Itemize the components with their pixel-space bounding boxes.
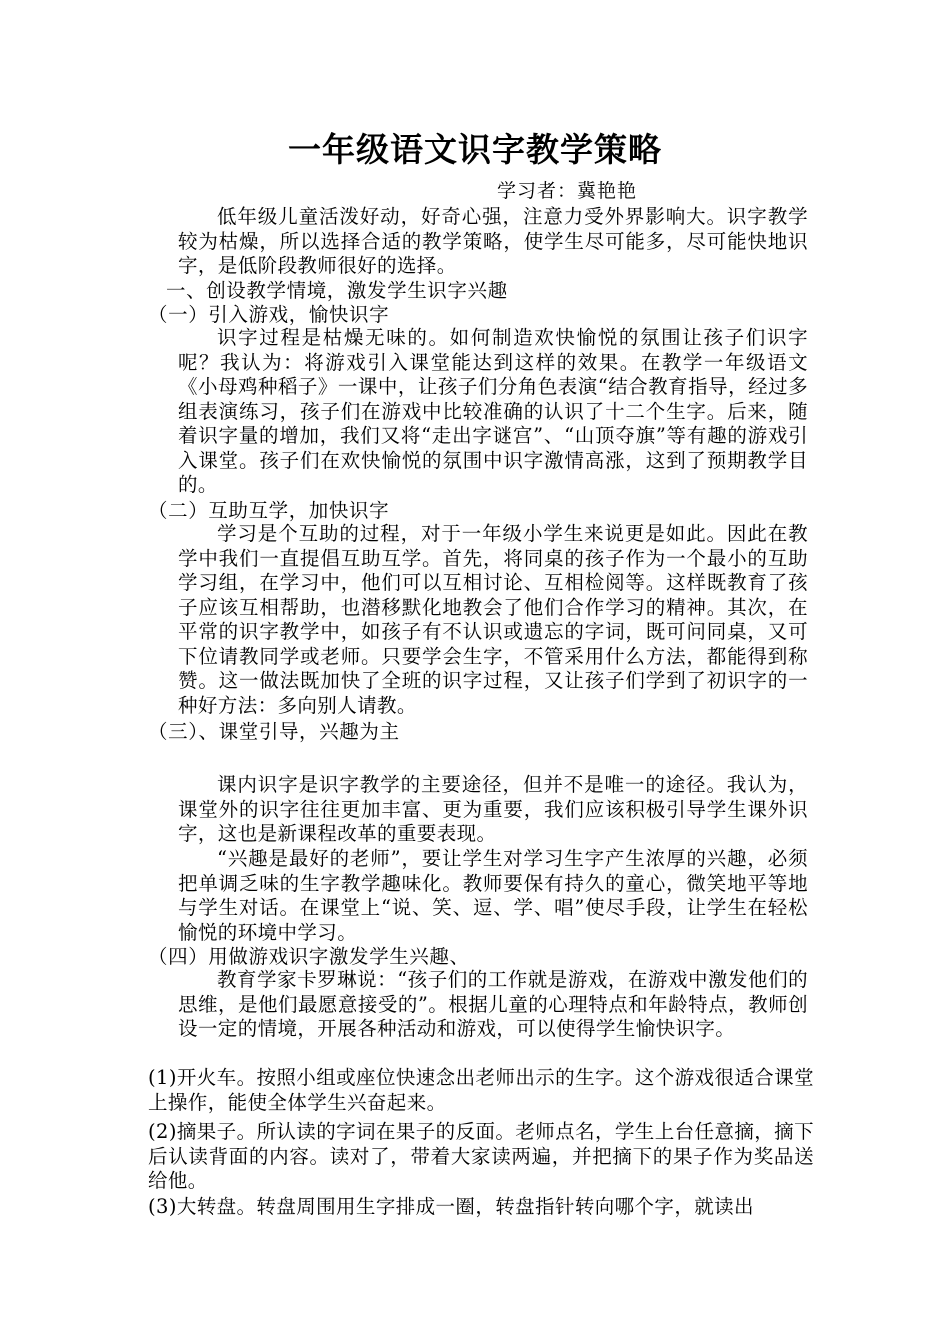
game-item-2: (2)摘果子。所认读的字词在果子的反面。老师点名，学生上台任意摘，摘下后认读背面的内容。读对了，带着大家读两遍，并把摘下的果子作为奖品送给他。 bbox=[148, 1120, 814, 1192]
subsection-heading-4: （四）用做游戏识字激发学生兴趣、 bbox=[148, 945, 470, 968]
game-item-3: (3)大转盘。转盘周围用生字排成一圈，转盘指针转向哪个字，就读出 bbox=[148, 1195, 754, 1218]
subsection-1-paragraph: 识字过程是枯燥无味的。如何制造欢快愉悦的氛围让孩子们识字呢？我认为：将游戏引入课堂能达到这样的效果。在教学一年级语文《小母鸡种稻子》一课中，让孩子们分角色表演“结合教育指导，经过多组表演练习，孩子们在游戏中比较准确的认识了十二个生字。后来，随着识字量的增加，我们又将“走出字谜宫”、“山顶夺旗”等有趣的游戏引入课堂。孩子们在欢快愉悦的氛围中识字激情高涨，这到了预期教学目的。 bbox=[178, 326, 808, 496]
intro-paragraph: 低年级儿童活泼好动，好奇心强，注意力受外界影响大。识字教学较为枯燥，所以选择合适的教学策略，使学生尽可能多，尽可能快地识字，是低阶段教师很好的选择。 bbox=[178, 205, 808, 277]
game-item-1: (1)开火车。按照小组或座位快速念出老师出示的生字。这个游戏很适合课堂上操作，能使全体学生兴奋起来。 bbox=[148, 1066, 814, 1114]
subsection-3-paragraph-2: “兴趣是最好的老师”，要让学生对学习生字产生浓厚的兴趣，必须把单调乏味的生字教学趣味化。教师要保有持久的童心，微笑地平等地与学生对话。在课堂上“说、笑、逗、学、唱”使尽手段，让学生在轻松愉悦的环境中学习。 bbox=[178, 847, 808, 944]
section-heading-1: 一、创设教学情境，激发学生识字兴趣 bbox=[166, 279, 508, 302]
subsection-2-paragraph: 学习是个互助的过程，对于一年级小学生来说更是如此。因此在教学中我们一直提倡互助互学。首先，将同桌的孩子作为一个最小的互助学习组，在学习中，他们可以互相讨论、互相检阅等。这样既教育了孩子应该互相帮助，也潜移默化地教会了他们合作学习的精神。其次，在平常的识字教学中，如孩子有不认识或遗忘的字词，既可问同桌，又可下位请教同学或老师。只要学会生字，不管采用什么方法，都能得到称赞。这一做法既加快了全班的识字过程，又让孩子们学到了初识字的一种好方法：多向别人请教。 bbox=[178, 522, 808, 717]
subsection-3-paragraph-1: 课内识字是识字教学的主要途径，但并不是唯一的途径。我认为，课堂外的识字往往更加丰富、更为重要，我们应该积极引导学生课外识字，这也是新课程改革的重要表现。 bbox=[178, 773, 808, 845]
subsection-heading-3: （三）、课堂引导，兴趣为主 bbox=[148, 720, 400, 743]
document-title: 一年级语文识字教学策略 bbox=[288, 130, 662, 169]
subsection-heading-2: （二）互助互学，加快识字 bbox=[148, 499, 390, 522]
subsection-4-paragraph: 教育学家卡罗琳说：“孩子们的工作就是游戏，在游戏中激发他们的思维，是他们最愿意接受的”。根据儿童的心理特点和年龄特点，教师创设一定的情境，开展各种活动和游戏，可以使得学生愉快识字。 bbox=[178, 968, 808, 1040]
author-line: 学习者：冀艳艳 bbox=[497, 180, 638, 202]
subsection-heading-1: （一）引入游戏，愉快识字 bbox=[148, 303, 390, 326]
